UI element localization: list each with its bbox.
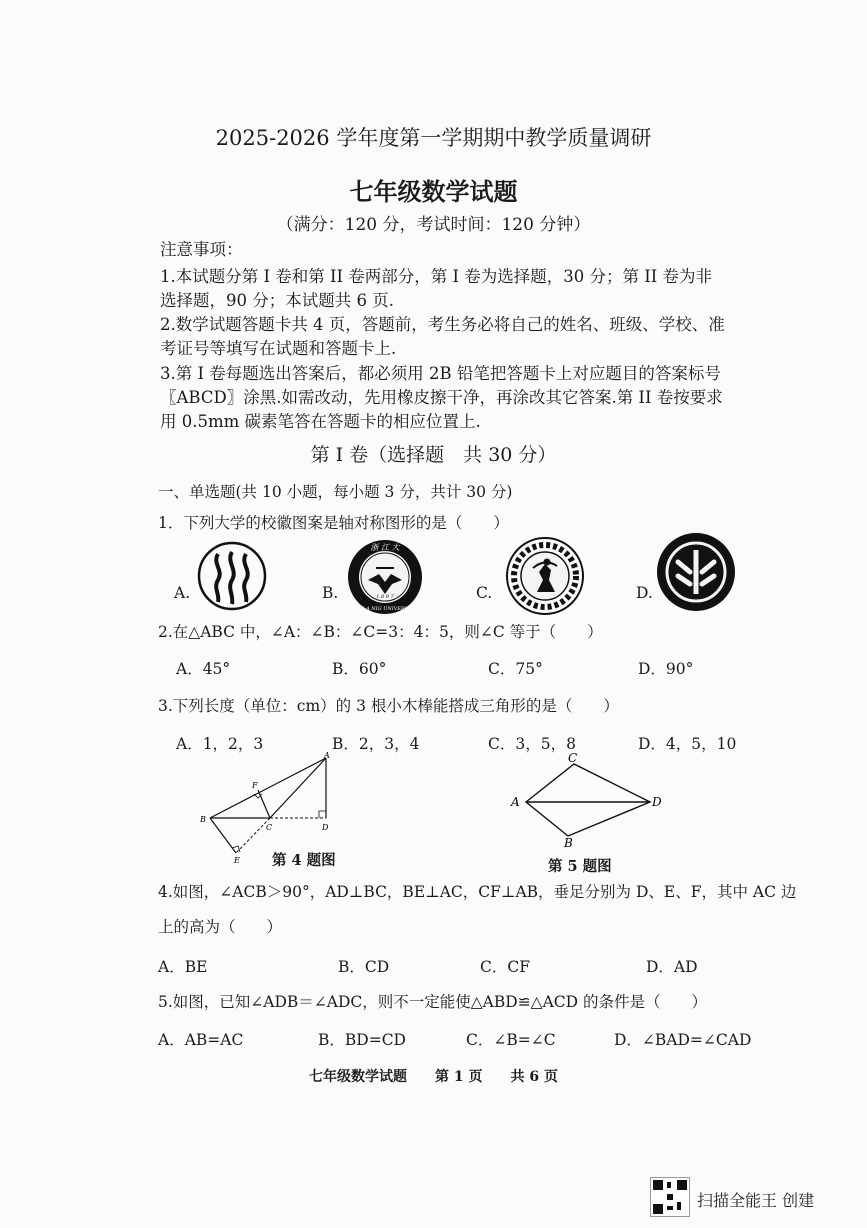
- question-2-option-c: C．75°: [488, 660, 543, 678]
- fig5-label-a: A: [511, 795, 520, 809]
- exam-subject: 七年级数学试题: [349, 177, 518, 206]
- question-2-option-b: B．60°: [332, 660, 387, 678]
- question-2-option-a: A．45°: [176, 660, 231, 678]
- question-3-option-c: C．3，5，8: [488, 735, 576, 753]
- university-badge-c-icon: [505, 536, 585, 616]
- question-4-option-a: A．BE: [158, 958, 208, 976]
- fig4-label-b: B: [200, 815, 206, 824]
- badge-b-top-text: 浙 江 大: [370, 543, 400, 552]
- question-1-option-b: B.: [322, 584, 339, 602]
- question-2-stem: 2.在△ABC 中，∠A：∠B：∠C=3：4：5，则∠C 等于（ ）: [158, 623, 603, 641]
- question-5-option-b: B．BD=CD: [318, 1031, 406, 1049]
- fig5-label-d: D: [652, 795, 662, 809]
- question-3-option-d: D．4，5，10: [638, 735, 737, 753]
- notice-line: 1.本试题分第 I 卷和第 II 卷两部分，第 I 卷为选择题，30 分；第 II 卷为非: [160, 267, 713, 286]
- figure-5-caption: 第 5 题图: [548, 858, 612, 875]
- notice-heading: 注意事项：: [160, 240, 243, 259]
- question-5-stem: 5.如图，已知∠ADB＝∠ADC，则不一定能使△ABD≌△ACD 的条件是（ ）: [158, 993, 708, 1011]
- question-3-stem: 3.下列长度（单位：cm）的 3 根小木棒能搭成三角形的是（ ）: [158, 697, 619, 715]
- question-1-option-a: A.: [174, 584, 191, 602]
- figure-4-caption: 第 4 题图: [272, 852, 336, 869]
- question-4-option-b: B．CD: [338, 958, 390, 976]
- question-4-option-c: C．CF: [480, 958, 530, 976]
- page-footer: 七年级数学试题 第 1 页 共 6 页: [309, 1069, 558, 1085]
- notice-line: 考证号等填写在试题和答题卡上.: [160, 339, 397, 358]
- exam-score-time: （满分：120 分，考试时间：120 分钟）: [276, 215, 591, 235]
- part-title: 一、单选题(共 10 小题，每小题 3 分，共计 30 分): [158, 483, 513, 501]
- university-badge-a-icon: [196, 540, 268, 612]
- question-3-option-a: A．1，2，3: [176, 735, 264, 753]
- question-4-stem-line2: 上的高为（ ）: [158, 918, 283, 936]
- notice-line: 选择题，90 分；本试题共 6 页.: [160, 291, 394, 310]
- fig4-label-c: C: [266, 823, 273, 832]
- question-4-option-d: D．AD: [646, 958, 698, 976]
- fig4-label-f: F: [252, 781, 258, 790]
- university-badge-b-icon: [346, 538, 424, 616]
- section-heading: 第 I 卷（选择题 共 30 分）: [310, 444, 557, 466]
- qr-code-icon: [650, 1177, 690, 1217]
- exam-title: 2025-2026 学年度第一学期期中教学质量调研: [215, 126, 652, 150]
- badge-b-ring-text: THE A NIG UNIVERSITY: [353, 606, 417, 612]
- question-4-stem-line1: 4.如图，∠ACB＞90°，AD⊥BC，BE⊥AC，CF⊥AB，垂足分别为 D、E、F，其中 AC 边: [158, 883, 797, 901]
- badge-b-year: 1 8 9 7: [376, 594, 394, 600]
- fig5-label-c: C: [568, 751, 578, 765]
- question-1-option-c: C.: [476, 584, 493, 602]
- question-3-option-b: B．2，3，4: [332, 735, 420, 753]
- question-1-stem: 1．下列大学的校徽图案是轴对称图形的是（ ）: [158, 514, 509, 532]
- question-1-option-d: D.: [636, 584, 653, 602]
- notice-line: 3.第 I 卷每题选出答案后，都必须用 2B 铅笔把答题卡上对应题目的答案标号: [160, 364, 721, 383]
- question-5-option-a: A．AB=AC: [158, 1031, 244, 1049]
- question-2-option-d: D．90°: [638, 660, 694, 678]
- fig4-label-e: E: [234, 856, 240, 865]
- university-badge-d-icon: [656, 532, 736, 612]
- fig4-label-d: D: [322, 823, 329, 832]
- fig4-label-a: A: [324, 751, 330, 760]
- figure-5-diagram: [506, 748, 666, 848]
- notice-line: 用 0.5mm 碳素笔答在答题卡的相应位置上.: [160, 412, 481, 431]
- question-5-option-d: D．∠BAD=∠CAD: [614, 1031, 752, 1049]
- question-5-option-c: C．∠B=∠C: [466, 1031, 556, 1049]
- notice-line: 〖ABCD〗涂黑.如需改动，先用橡皮擦干净，再涂改其它答案.第 II 卷按要求: [160, 388, 723, 407]
- fig5-label-b: B: [564, 836, 573, 848]
- notice-line: 2.数学试题答题卡共 4 页，答题前，考生务必将自己的姓名、班级、学校、准: [160, 315, 725, 334]
- scanner-watermark: 扫描全能王 创建: [697, 1191, 815, 1210]
